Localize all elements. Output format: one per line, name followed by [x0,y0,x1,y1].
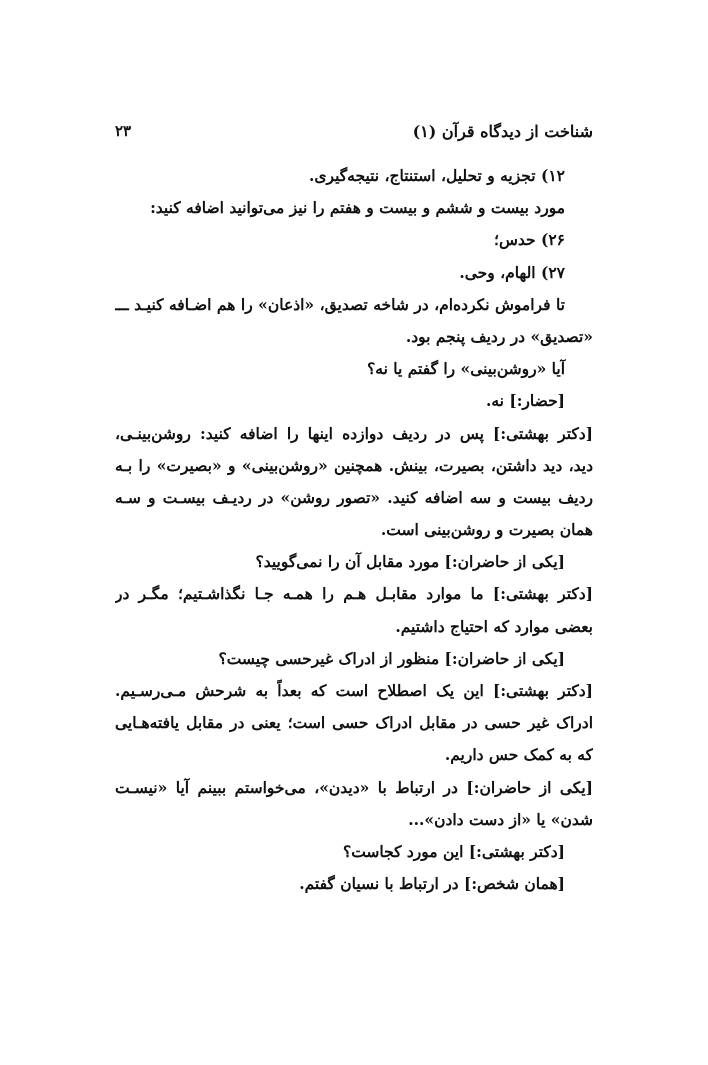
page-body [115,160,593,900]
text-line: [یکی از حاضران:] منظور از ادراک غیرحسی چیست؟ [218,648,565,668]
page-number: ۲۳ [115,122,132,140]
text-line: [دکتر بهشتی:] این مورد کجاست؟ [342,841,565,861]
text-line: [حضار:] نه. [485,391,565,411]
text-line: ۱۲) تجزیه و تحلیل، استنتاج، نتیجه‌گیری. [309,166,565,185]
text-line: تا فراموش نکرده‌ام، در شاخه تصدیق، «اذعان» را هم اضـافه کنیـد ـــ [115,294,565,314]
text-line: که به کمک حس داریم. [444,745,593,765]
text-line: شدن» یا «از دست دادن»... [408,809,593,829]
text-line: ۲۶) حدس؛ [494,230,565,250]
text-line: همان بصیرت و روشن‌بینی است. [380,520,593,540]
text-line: [دکتر بهشتی:] ما موارد مقابـل هـم را همـه جـا نگذاشـتیم؛ مگـر در [115,584,593,604]
text-line: [یکی از حاضران:] در ارتباط با «دیدن»، می‌خواستم ببینم آیا «نیسـت [115,777,593,797]
text-line: مورد بیست و ششم و بیست و هفتم را نیز می‌توانید اضافه کنید: [150,198,565,218]
text-line: [دکتر بهشتی:] این یک اصطلاح است که بعداً به شرحش مـی‌رسـیم. [115,681,593,700]
text-line: ردیف بیست و سه اضافه کنید. «تصور روشن» در ردیـف بیسـت و سـه [115,487,593,507]
text-line: دید، دید داشتن، بصیرت، بینش. همچنین «روشن‌بینی» و «بصیرت» را بـه [115,455,593,475]
text-line: ۲۷) الهام، وحی. [459,262,565,282]
running-header [115,118,593,144]
text-line: بعضی موارد که احتیاج داشتیم. [395,616,593,636]
running-title: شناخت از دیدگاه قرآن (۱) [412,121,593,141]
text-line: «تصدیق» در ردیف پنجم بود. [405,326,593,346]
text-line: آیا «روشن‌بینی» را گفتم یا نه؟ [367,359,565,379]
text-line: [همان شخص:] در ارتباط با نسیان گفتم. [299,874,565,894]
text-line: [دکتر بهشتی:] پس در ردیف دوازده اینها را اضافه کنید: روشن‌بینـی، [115,423,593,443]
text-line: ادراک غیر حسی در مقابل ادراک حسی است؛ یعنی در مقابل یافته‌هـایی [115,713,593,733]
text-line: [یکی از حاضران:] مورد مقابل آن را نمی‌گویید؟ [255,552,565,572]
